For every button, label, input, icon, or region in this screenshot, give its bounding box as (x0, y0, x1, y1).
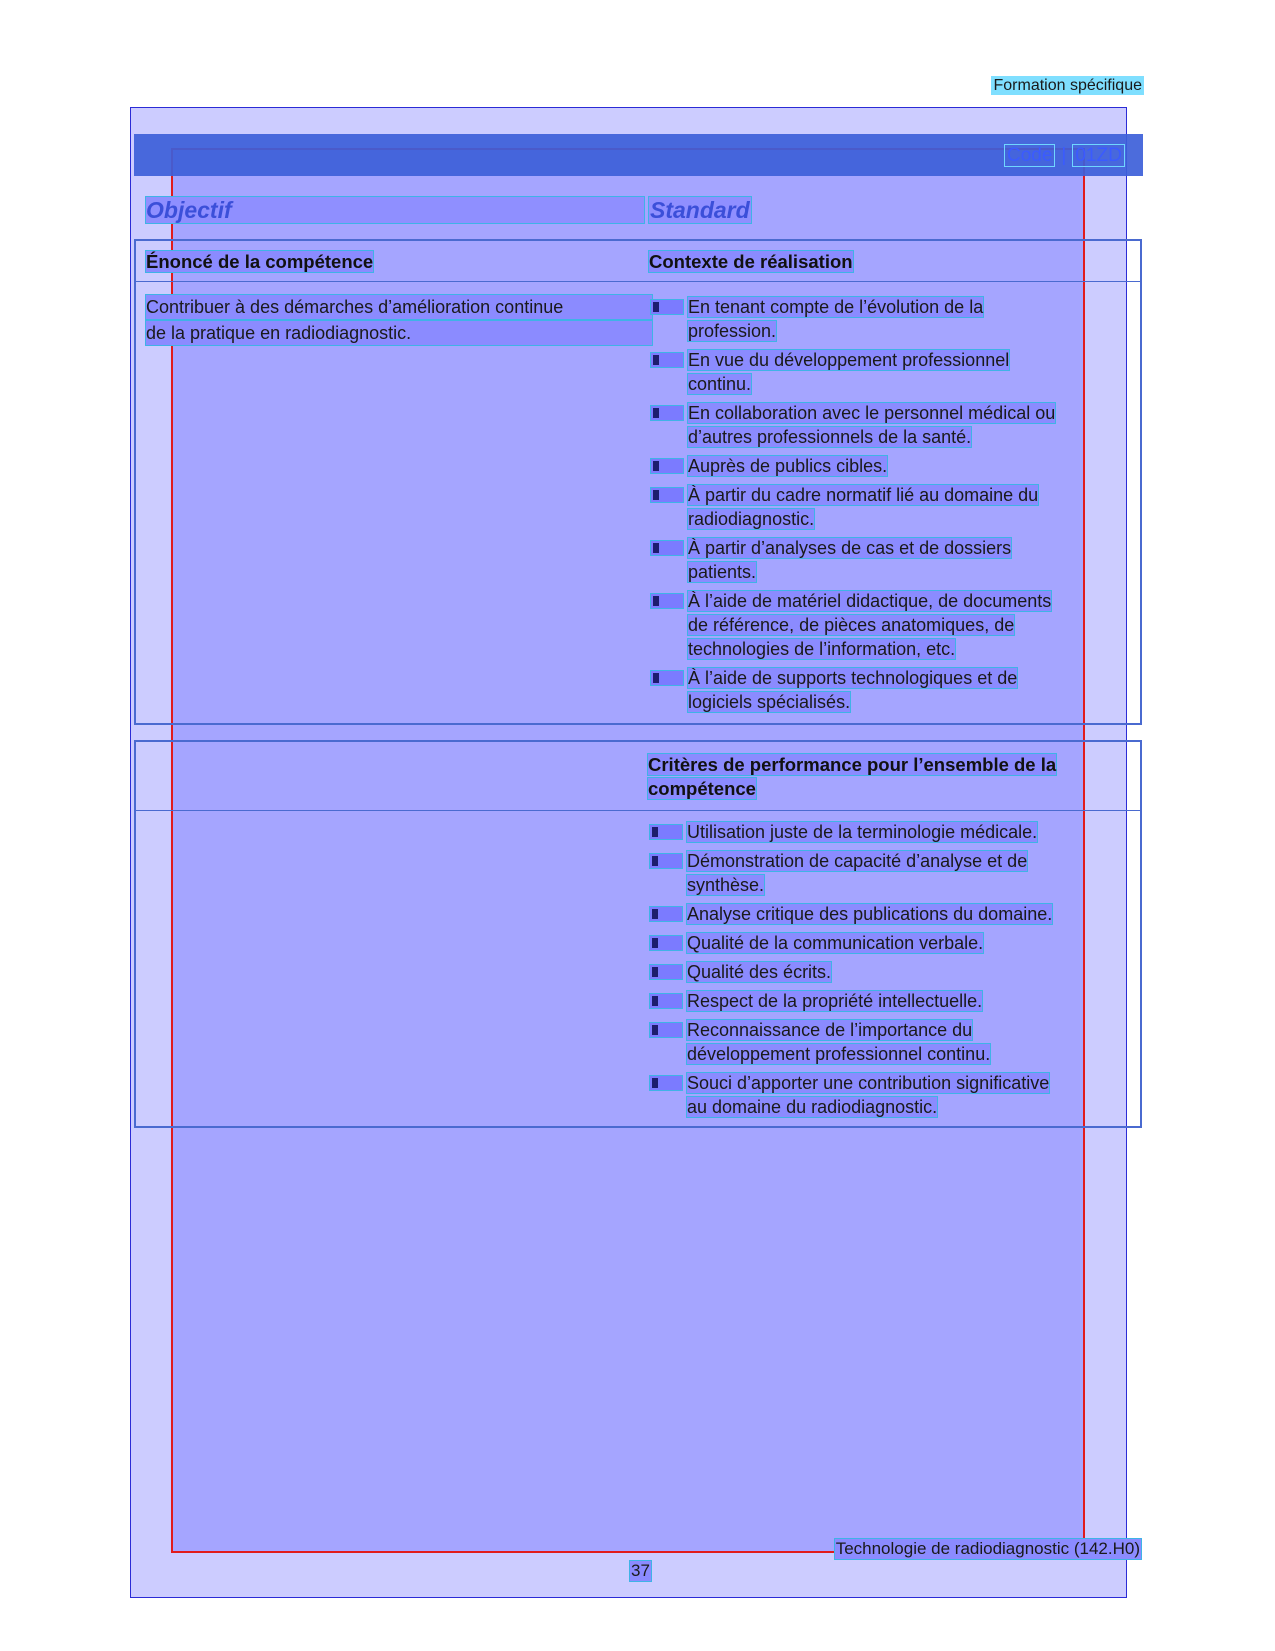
bullet-marker (653, 673, 659, 683)
item-text-line: au domaine du radiodiagnostic. (687, 1097, 938, 1117)
bullet-marker (652, 967, 658, 977)
list-item (649, 931, 1099, 955)
bullet-marker (653, 461, 659, 471)
item-text-line: À l’aide de supports technologiques et de (688, 668, 1018, 688)
item-text-line: Auprès de publics cibles. (688, 456, 888, 476)
list-item (650, 454, 1100, 478)
item-text-line: En vue du développement professionnel (688, 350, 1010, 370)
item-text-line: radiodiagnostic. (688, 509, 815, 529)
list-item (650, 483, 1100, 531)
list-item (649, 989, 1099, 1013)
item-text-line: Qualité de la communication verbale. (687, 933, 984, 953)
item-text-line: logiciels spécialisés. (688, 692, 851, 712)
item-text-line: Analyse critique des publications du domaine. (687, 904, 1053, 924)
item-text-line: Utilisation juste de la terminologie médicale. (687, 822, 1038, 842)
bullet-marker (652, 1078, 658, 1088)
list-item (650, 295, 1100, 343)
statement-line: Contribuer à des démarches d’amélioration continue (145, 294, 653, 320)
objective-heading: Objectif (145, 196, 645, 224)
bullet-marker (652, 909, 658, 919)
header-rule (136, 281, 1140, 282)
code-label: Code (1004, 144, 1055, 167)
item-text-line: synthèse. (687, 875, 765, 895)
context-heading: Contexte de réalisation (649, 251, 853, 272)
list-item (649, 1018, 1099, 1066)
item-text-line: d’autres professionnels de la santé. (688, 427, 972, 447)
list-item (650, 589, 1100, 661)
item-text-line: Démonstration de capacité d’analyse et de (687, 851, 1028, 871)
criteria-heading: Critères de performance pour l’ensemble de la compétence (648, 754, 1057, 799)
list-item (649, 849, 1099, 897)
item-text-line: Respect de la propriété intellectuelle. (687, 991, 983, 1011)
item-text-line: À partir d’analyses de cas et de dossiers (688, 538, 1012, 558)
item-text-line: En collaboration avec le personnel médical ou (688, 403, 1056, 423)
item-text-line: technologies de l’information, etc. (688, 639, 956, 659)
running-header: Formation spécifique (993, 77, 1142, 94)
list-item (650, 536, 1100, 584)
code-value: 01ZD (1072, 144, 1124, 167)
item-text-line: À l’aide de matériel didactique, de documents (688, 591, 1052, 611)
bullet-marker (653, 355, 659, 365)
code-band (134, 134, 1143, 176)
list-item (650, 401, 1100, 449)
item-text-line: patients. (688, 562, 757, 582)
competency-code (1004, 144, 1125, 168)
bullet-marker (653, 490, 659, 500)
bullet-marker (653, 543, 659, 553)
bullet-marker (652, 827, 658, 837)
list-item (649, 902, 1099, 926)
list-item (650, 348, 1100, 396)
code-separator: | (1061, 145, 1067, 166)
standard-heading: Standard (650, 197, 750, 223)
bullet-marker (652, 856, 658, 866)
competency-statement (145, 294, 653, 346)
bullet-marker (652, 1025, 658, 1035)
context-list (650, 295, 1100, 719)
bullet-marker (653, 596, 659, 606)
item-text-line: de référence, de pièces anatomiques, de (688, 615, 1015, 635)
list-item (650, 666, 1100, 714)
item-text-line: Qualité des écrits. (687, 962, 832, 982)
bullet-marker (652, 996, 658, 1006)
statement-line: de la pratique en radiodiagnostic. (145, 320, 653, 346)
item-text-line: continu. (688, 374, 752, 394)
item-text-line: profession. (688, 321, 777, 341)
criteria-list (649, 820, 1099, 1124)
page-number: 37 (631, 1561, 650, 1580)
item-text-line: développement professionnel continu. (687, 1044, 991, 1064)
header-rule (136, 810, 1140, 811)
bullet-marker (653, 302, 659, 312)
list-item (649, 1071, 1099, 1119)
list-item (649, 960, 1099, 984)
item-text-line: À partir du cadre normatif lié au domaine du (688, 485, 1039, 505)
bullet-marker (653, 408, 659, 418)
footer-program-title: Technologie de radiodiagnostic (142.H0) (835, 1539, 1140, 1558)
item-text-line: En tenant compte de l’évolution de la (688, 297, 984, 317)
item-text-line: Souci d’apporter une contribution significative (687, 1073, 1050, 1093)
list-item (649, 820, 1099, 844)
statement-heading: Énoncé de la compétence (146, 251, 374, 272)
bullet-marker (652, 938, 658, 948)
item-text-line: Reconnaissance de l’importance du (687, 1020, 973, 1040)
